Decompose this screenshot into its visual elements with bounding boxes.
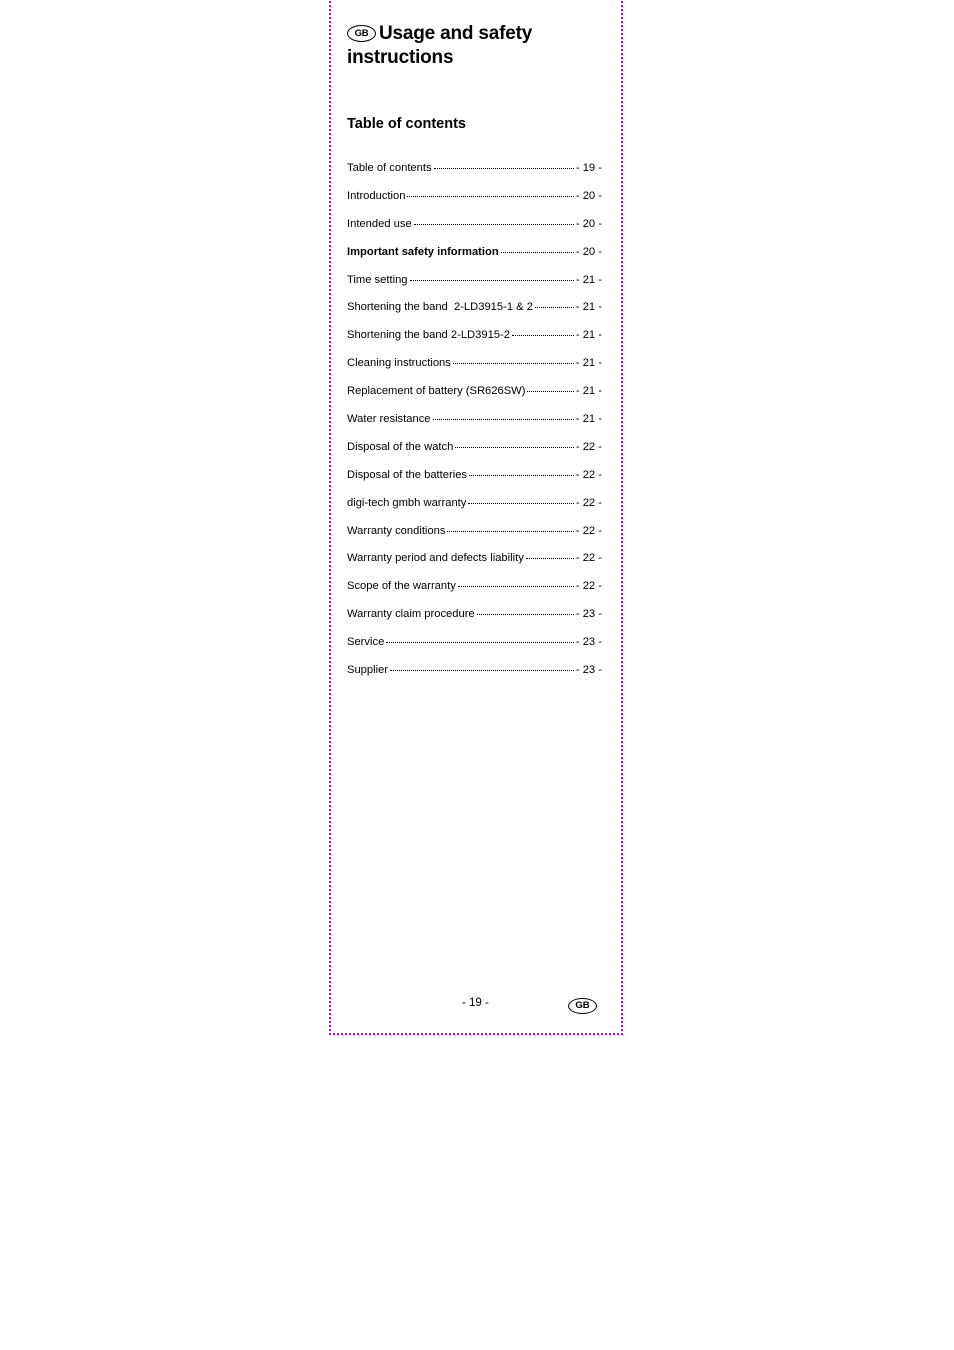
- toc-entry-page: - 19 -: [575, 162, 602, 174]
- toc-entry-warranty-conditions[interactable]: [347, 525, 602, 553]
- toc-entry-warranty-period[interactable]: [347, 552, 602, 580]
- toc-entry-table-of-contents[interactable]: [347, 162, 602, 190]
- toc-entry-label: Replacement of battery (SR626SW): [347, 385, 526, 398]
- dot-leader: [477, 614, 574, 615]
- toc-entry-label: Water resistance: [347, 413, 431, 426]
- toc-entry-label: Time setting: [347, 273, 408, 286]
- dot-leader: [390, 670, 574, 671]
- toc-entry-page: - 21 -: [575, 273, 602, 286]
- toc-entry-supplier[interactable]: [347, 664, 602, 692]
- toc-entry-label: Warranty claim procedure: [347, 608, 475, 621]
- footer-gb-badge: GB: [568, 998, 597, 1014]
- toc-entry-introduction[interactable]: [347, 190, 602, 218]
- page-title: [347, 22, 607, 70]
- toc-entry-page: - 22 -: [575, 496, 602, 509]
- toc-entry-label: Supplier: [347, 664, 389, 677]
- dot-leader: [527, 391, 573, 392]
- toc-entry-label: Shortening the band 2-LD3915-2: [347, 329, 510, 342]
- toc-entry-label: Disposal of the watch: [347, 440, 454, 453]
- toc-entry-page: - 21 -: [575, 357, 602, 370]
- dot-leader: [453, 363, 574, 364]
- toc-entry-page: - 22 -: [575, 440, 602, 453]
- toc-entry-page: - 23 -: [575, 608, 602, 621]
- toc-entry-label: Cleaning instructions: [347, 357, 451, 370]
- toc-entry-page: - 20 -: [575, 217, 602, 230]
- toc-entry-replacement-of-battery[interactable]: [347, 385, 602, 413]
- toc-entry-page: - 22 -: [575, 580, 602, 593]
- dot-leader: [455, 447, 574, 448]
- dot-leader: [512, 335, 574, 336]
- toc-entry-warranty-claim-procedure[interactable]: [347, 608, 602, 636]
- toc-entry-shortening-band-2[interactable]: [347, 329, 602, 357]
- toc-heading: Table of contents: [347, 116, 466, 132]
- footer-page-number: - 19 -: [462, 997, 489, 1009]
- toc-entry-cleaning-instructions[interactable]: [347, 357, 602, 385]
- page-title-text: Usage and safety instructions: [347, 23, 533, 68]
- toc-entry-service[interactable]: [347, 636, 602, 664]
- toc-entry-label: digi-tech gmbh warranty: [347, 496, 467, 509]
- toc-entry-page: - 21 -: [575, 329, 602, 342]
- toc-entry-label: Table of contents: [347, 162, 432, 174]
- toc-entry-page: - 22 -: [575, 524, 602, 537]
- toc-entry-label: Intended use: [347, 217, 412, 230]
- toc-entry-intended-use[interactable]: [347, 218, 602, 246]
- toc-entry-time-setting[interactable]: [347, 274, 602, 302]
- toc-entry-page: - 20 -: [575, 245, 602, 258]
- dot-leader: [414, 224, 574, 225]
- toc-entry-digi-tech-warranty[interactable]: [347, 497, 602, 525]
- toc-entry-shortening-band-1[interactable]: [347, 301, 602, 329]
- dot-leader: [433, 419, 574, 420]
- toc-entry-disposal-of-watch[interactable]: [347, 441, 602, 469]
- toc-entry-page: - 22 -: [575, 552, 602, 565]
- toc-entry-page: - 22 -: [575, 468, 602, 481]
- toc-entry-page: - 21 -: [575, 301, 602, 314]
- dot-leader: [501, 252, 574, 253]
- toc-entry-label: Introduction: [347, 189, 406, 202]
- toc-entry-page: - 21 -: [575, 385, 602, 398]
- toc-entry-label: Scope of the warranty: [347, 580, 456, 593]
- toc-entry-disposal-of-batteries[interactable]: [347, 469, 602, 497]
- table-of-contents: [347, 162, 602, 692]
- toc-entry-page: - 23 -: [575, 664, 602, 677]
- dot-leader: [469, 475, 574, 476]
- toc-entry-label: Warranty conditions: [347, 524, 446, 537]
- toc-entry-label: Important safety information: [347, 245, 499, 258]
- dot-leader: [434, 168, 574, 169]
- dot-leader: [526, 558, 574, 559]
- dot-leader: [386, 642, 574, 643]
- toc-entry-label: Warranty period and defects liability: [347, 552, 524, 565]
- dot-leader: [407, 196, 573, 197]
- toc-entry-label: Shortening the band 2-LD3915-1 & 2: [347, 301, 533, 314]
- dot-leader: [468, 503, 573, 504]
- toc-entry-label: Service: [347, 636, 385, 649]
- toc-entry-page: - 23 -: [575, 636, 602, 649]
- toc-entry-label: Disposal of the batteries: [347, 468, 468, 481]
- dot-leader: [535, 307, 574, 308]
- toc-entry-important-safety-information[interactable]: [347, 246, 602, 274]
- dot-leader: [410, 280, 574, 281]
- toc-entry-page: - 21 -: [575, 413, 602, 426]
- toc-entry-scope-of-warranty[interactable]: [347, 580, 602, 608]
- toc-entry-page: - 20 -: [575, 189, 602, 202]
- dot-leader: [458, 586, 574, 587]
- toc-entry-water-resistance[interactable]: [347, 413, 602, 441]
- gb-language-badge: GB: [347, 25, 376, 42]
- dot-leader: [447, 531, 573, 532]
